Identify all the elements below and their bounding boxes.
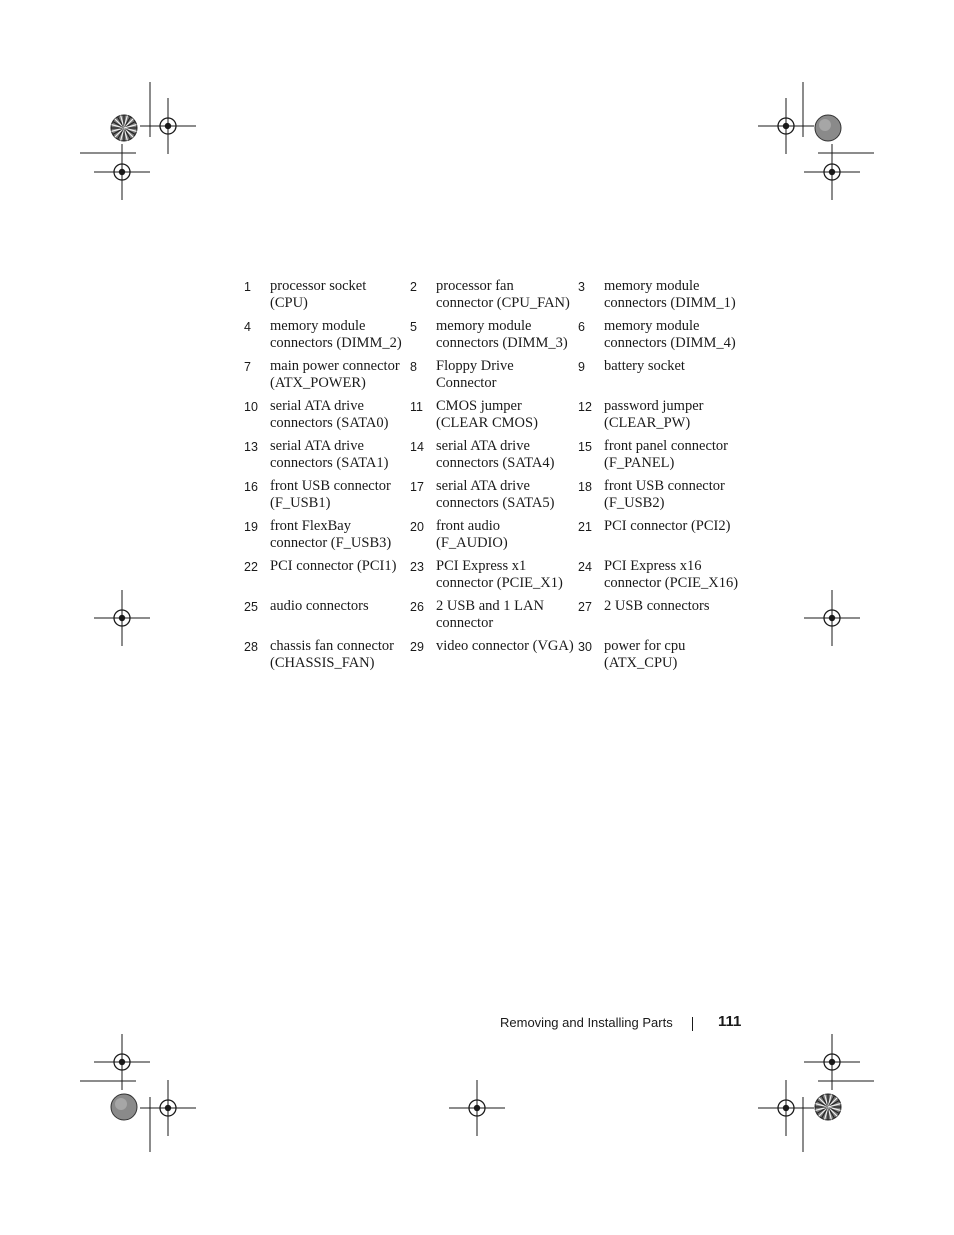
item-description: chassis fan connector (CHASSIS_FAN) [270,638,395,671]
grain-highlight [819,119,831,131]
item-description: 2 USB and 1 LAN connector [436,598,544,631]
item-number: 27 [578,600,592,614]
item-description: front audio (F_AUDIO) [436,518,508,551]
item-description: processor socket (CPU) [270,278,367,311]
registration-dot [119,1059,125,1065]
item-description: serial ATA drive connectors (SATA4) [436,438,555,471]
item-number: 6 [578,320,585,334]
legend-table [244,278,744,672]
item-description: battery socket [604,358,685,374]
item-number: 17 [410,480,424,494]
item-number: 14 [410,440,424,454]
item-description: Floppy Drive Connector [436,358,514,391]
item-description: serial ATA drive connectors (SATA5) [436,478,555,511]
item-description: power for cpu (ATX_CPU) [604,638,686,671]
item-description: video connector (VGA) [436,638,574,654]
item-description: front FlexBay connector (F_USB3) [270,518,392,551]
registration-dot [119,615,125,621]
registration-dot [119,169,125,175]
item-number: 9 [578,360,585,374]
grain-highlight [115,1098,127,1110]
item-number: 19 [244,520,258,534]
item-number: 10 [244,400,258,414]
item-number: 21 [578,520,592,534]
item-description: PCI Express x1 connector (PCIE_X1) [436,558,563,591]
item-description: 2 USB connectors [604,598,710,614]
registration-dot [783,1105,789,1111]
footer-divider [692,1017,693,1031]
item-number: 26 [410,600,424,614]
item-number: 11 [410,400,423,414]
item-description: memory module connectors (DIMM_4) [604,318,736,351]
item-number: 3 [578,280,585,294]
item-number: 1 [244,280,251,294]
registration-dot [165,123,171,129]
registration-dot [829,615,835,621]
item-number: 28 [244,640,258,654]
item-number: 5 [410,320,417,334]
item-number: 2 [410,280,417,294]
item-number: 24 [578,560,592,574]
registration-dot [474,1105,480,1111]
item-number: 8 [410,360,417,374]
item-number: 30 [578,640,592,654]
item-description: front panel connector (F_PANEL) [604,438,729,471]
item-number: 20 [410,520,424,534]
item-description: serial ATA drive connectors (SATA1) [270,438,389,471]
item-number: 23 [410,560,424,574]
item-description: PCI connector (PCI2) [604,518,731,534]
item-number: 4 [244,320,251,334]
item-description: front USB connector (F_USB1) [270,478,391,511]
item-description: serial ATA drive connectors (SATA0) [270,398,389,431]
item-description: PCI connector (PCI1) [270,558,397,574]
registration-dot [829,1059,835,1065]
item-description: memory module connectors (DIMM_1) [604,278,736,311]
item-description: front USB connector (F_USB2) [604,478,725,511]
registration-dot [165,1105,171,1111]
item-description: processor fan connector (CPU_FAN) [436,278,570,311]
page-number: 111 [718,1013,742,1030]
item-number: 25 [244,600,258,614]
footer-section-title: Removing and Installing Parts [500,1015,673,1030]
item-number: 16 [244,480,258,494]
item-number: 12 [578,400,592,414]
item-number: 29 [410,640,424,654]
item-description: password jumper (CLEAR_PW) [604,398,704,431]
item-number: 22 [244,560,258,574]
item-description: memory module connectors (DIMM_2) [270,318,402,351]
item-description: PCI Express x16 connector (PCIE_X16) [604,558,739,591]
item-number: 15 [578,440,592,454]
item-description: main power connector (ATX_POWER) [270,358,400,391]
registration-dot [783,123,789,129]
item-number: 13 [244,440,258,454]
item-number: 7 [244,360,251,374]
item-description: audio connectors [270,598,369,614]
registration-dot [829,169,835,175]
item-description: memory module connectors (DIMM_3) [436,318,568,351]
item-description: CMOS jumper (CLEAR CMOS) [436,398,538,431]
item-number: 18 [578,480,592,494]
